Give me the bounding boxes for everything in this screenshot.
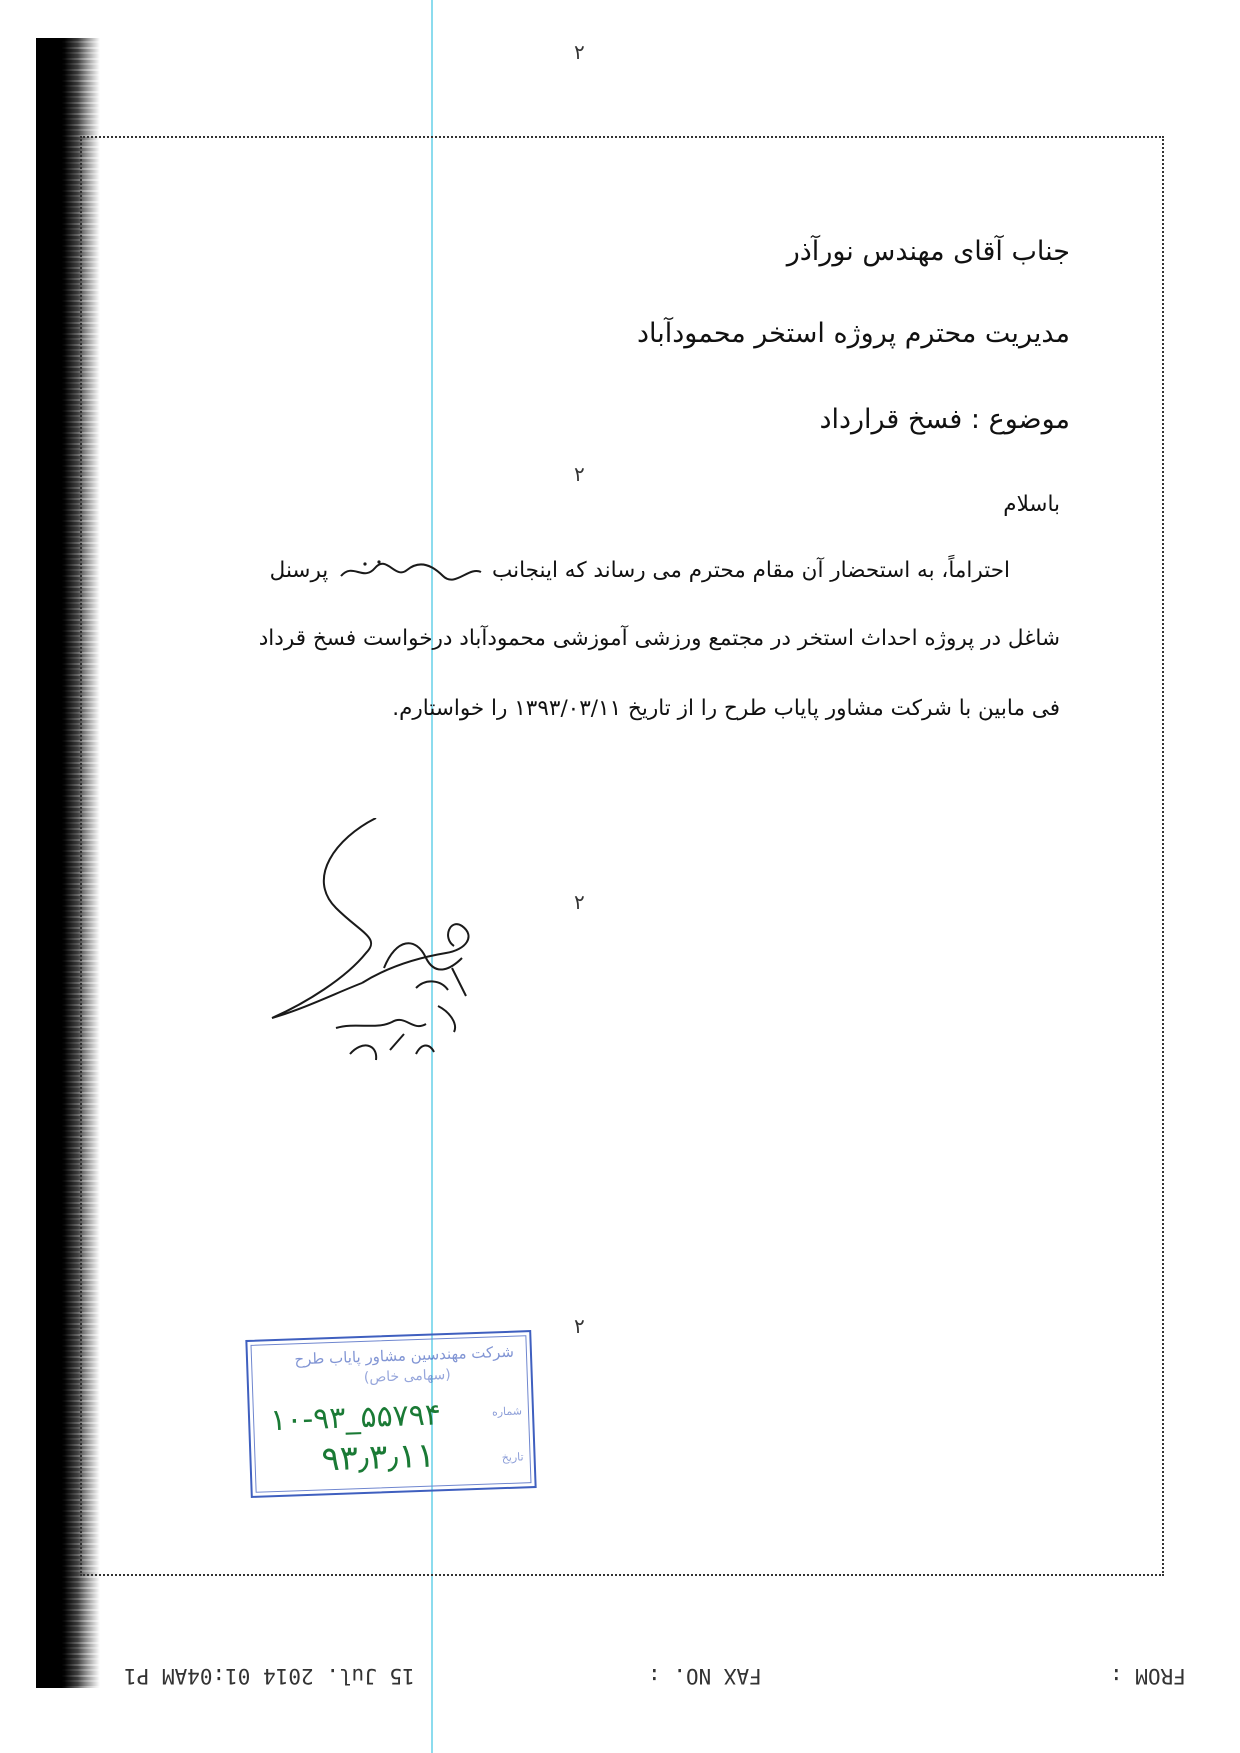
registration-stamp bbox=[245, 1330, 536, 1498]
body-line-1-start: احتراماً، به استحضار آن مقام محترم می رساند که اینجانب bbox=[491, 558, 1010, 583]
stamp-date: ۹۳٫۳٫۱۱ bbox=[320, 1435, 436, 1480]
fax-sender: FROM : bbox=[1110, 1664, 1186, 1688]
body-line-3: فی مابین با شرکت مشاور پایاب طرح را از تاریخ ۱۳۹۳/۰۳/۱۱ را خواستارم. bbox=[392, 696, 1060, 721]
stamp-date-label: تاریخ bbox=[501, 1450, 524, 1465]
page-mark: ۲ bbox=[574, 1314, 585, 1338]
subject-line: موضوع : فسخ قرارداد bbox=[819, 404, 1070, 435]
body-line-1-end: پرسنل bbox=[269, 558, 329, 583]
stamp-number-label: شماره bbox=[491, 1404, 523, 1419]
handwritten-name bbox=[335, 556, 485, 586]
recipient-line: جناب آقای مهندس نورآذر bbox=[786, 236, 1070, 267]
handwritten-signature bbox=[266, 818, 526, 1078]
stamp-organization: شرکت مهندسین مشاور پایاب طرح bbox=[294, 1342, 515, 1369]
greeting-line: باسلام bbox=[1003, 492, 1060, 517]
fax-number: FAX NO. : bbox=[648, 1664, 762, 1688]
body-line-2: شاغل در پروژه احداث استخر در مجتمع ورزشی آموزشی محمودآباد درخواست فسخ قرداد bbox=[258, 626, 1060, 651]
page-mark: ۲ bbox=[574, 890, 585, 914]
page-mark: ۲ bbox=[574, 40, 585, 64]
page-mark: ۲ bbox=[574, 462, 585, 486]
letter-frame bbox=[80, 136, 1164, 1576]
stamp-number: ۱۰-۹۳_۵۵۷۹۴ bbox=[269, 1397, 442, 1439]
body-line-1 bbox=[270, 556, 1010, 586]
fax-timestamp: 15 Jul. 2014 01:04AM P1 bbox=[124, 1664, 415, 1688]
recipient-title-line: مدیریت محترم پروژه استخر محمودآباد bbox=[636, 318, 1070, 349]
stamp-subtitle: (سهامی خاص) bbox=[363, 1366, 451, 1386]
